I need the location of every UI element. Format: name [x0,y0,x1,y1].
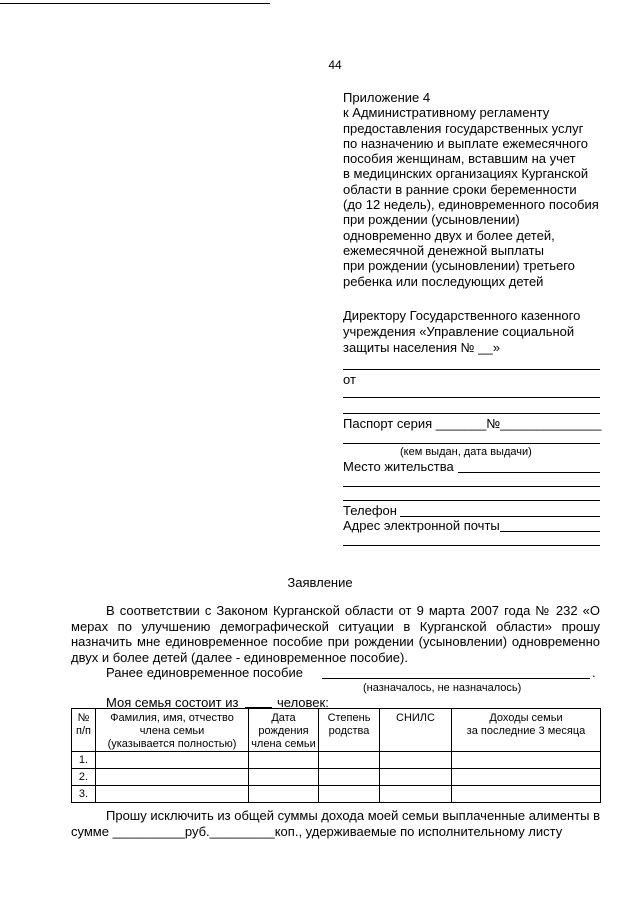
row-number: 2. [72,769,96,786]
previous-label: Ранее единовременное пособие [106,665,303,680]
previous-line[interactable] [322,678,590,679]
table-row [72,786,601,803]
col-header: Доходы семьи за последние 3 месяца [452,709,601,752]
appendix-line: предоставления государственных услуг [343,120,584,136]
appendix-line: (до 12 недель), единовременного пособия [343,197,599,213]
phone-line[interactable] [400,516,600,517]
table-cell[interactable] [452,769,601,786]
email-label: Адрес электронной почты [343,518,500,533]
phone-label: Телефон [343,503,397,518]
addressee-block [343,308,613,356]
appendix-line: пособия женщинам, вставшим на учет [343,151,576,167]
addressee-line: учреждения «Управление социальной [343,324,575,339]
appendix-line: Приложение 4 [343,90,431,105]
email-line[interactable] [500,531,600,532]
table-cell[interactable] [452,752,601,769]
appendix-block [343,90,613,289]
table-cell[interactable] [380,769,452,786]
previous-note: (назначалось, не назначалось) [363,682,522,694]
col-header: Дата рождения члена семьи [249,709,319,752]
table-header-row [72,709,601,752]
blank-line[interactable] [343,486,600,487]
addressee-line: Директору Государственного казенного [343,308,581,323]
residence-line[interactable] [458,472,600,473]
col-header: Фамилия, имя, отчество члена семьи (указывается полностью) [96,709,249,752]
col-header: СНИЛС [380,709,452,752]
appendix-line: при рождении (усыновлении) [343,212,520,228]
appendix-line: ребенка или последующих детей [343,273,544,289]
table-cell[interactable] [96,752,249,769]
table-cell[interactable] [249,769,319,786]
family-table [71,708,601,803]
appendix-line: к Административному регламенту [343,105,550,121]
table-cell[interactable] [380,752,452,769]
blank-line[interactable] [343,397,600,398]
row-number: 1. [72,752,96,769]
table-cell[interactable] [319,752,380,769]
blank-line[interactable] [343,545,600,546]
blank-line[interactable] [343,500,600,501]
passport-field[interactable]: Паспорт серия _______№______________ [343,416,602,431]
residence-label: Место жительства [343,459,454,474]
table-cell[interactable] [96,769,249,786]
appendix-line: при рождении (усыновлении) третьего [343,258,575,274]
table-row [72,752,601,769]
table-cell[interactable] [319,769,380,786]
period-mark: . [592,665,596,680]
issued-note: (кем выдан, дата выдачи) [400,446,532,458]
document-title: Заявление [287,575,353,590]
from-label: от [343,372,356,387]
blank-line[interactable] [343,413,600,414]
appendix-line: по назначению и выплате ежемесячного [343,135,588,151]
table-cell[interactable] [319,786,380,803]
col-header: № п/п [72,709,96,752]
table-cell[interactable] [249,752,319,769]
alimony-text: Прошу исключить из общей суммы дохода моей семьи выплаченные алименты в сумме __________руб._________коп., удерживаемые по исполнительному листу [71,808,600,839]
appendix-line: области в ранние сроки беременности [343,181,577,197]
table-cell[interactable] [380,786,452,803]
col-header: Степень родства [319,709,380,752]
appendix-line: в медицинских организациях Курганской [343,166,589,182]
page-number: 44 [328,58,342,72]
blank-line[interactable] [343,369,600,370]
top-rule [0,3,270,4]
table-cell[interactable] [96,786,249,803]
family-suffix: человек: [277,695,329,710]
addressee-line: защиты населения № __» [343,340,500,355]
row-number: 3. [72,786,96,803]
law-paragraph: В соответствии с Законом Курганской области от 9 марта 2007 года № 232 «О мерах по улучшению демографической ситуации в Курганской области» прошу назначить мне единовременное пособие при рождении (усыновлении) одновременно двух и более детей (далее - единовременное пособие). [71,603,600,665]
table-cell[interactable] [249,786,319,803]
appendix-line: ежемесячной денежной выплаты [343,242,544,258]
table-cell[interactable] [452,786,601,803]
application-body [71,603,600,665]
table-row [72,769,601,786]
appendix-line: одновременно двух и более детей, [343,227,555,243]
family-prefix: Моя семья состоит из [106,695,239,710]
blank-line[interactable] [343,443,600,444]
alimony-paragraph [71,808,600,840]
